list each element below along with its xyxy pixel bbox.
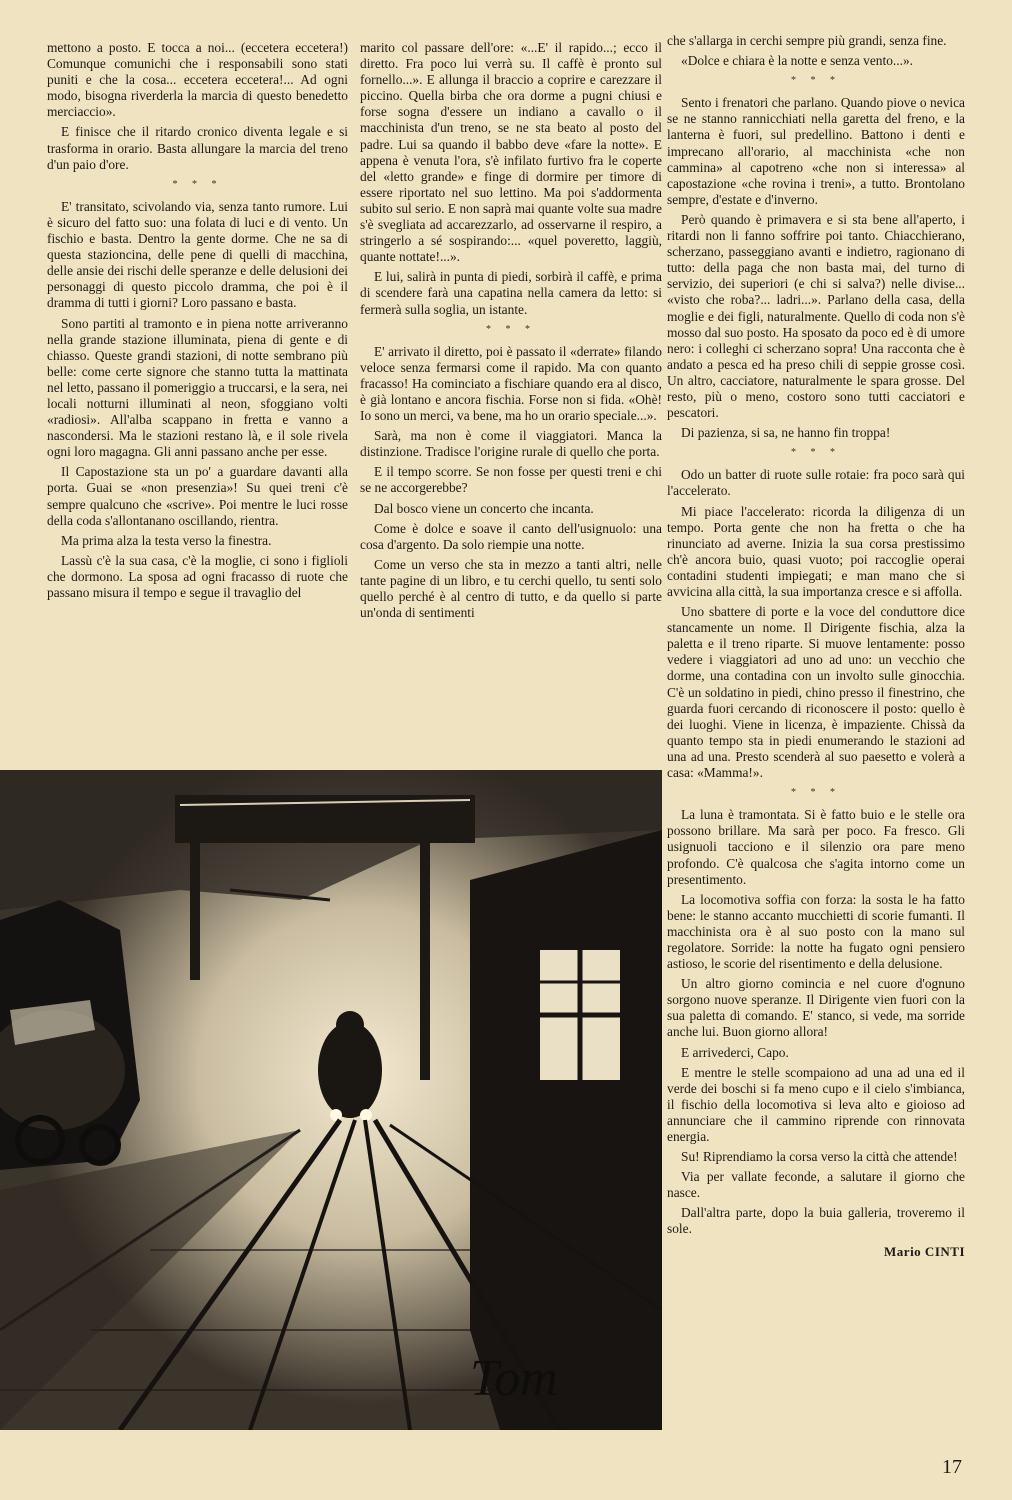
paragraph: E' arrivato il diretto, poi è passato il «derrate» filando veloce senza fermarsi come il rapido. Ma con quanto fracasso! Ha cominciato a fischiare quando era al disco, è già lontano e ancora fischia. Forse non si fida. «Ohè! Io sono un merci, va bene, ma ho un orario speciale...». xyxy=(360,343,662,424)
steam-locomotive-left xyxy=(0,900,140,1170)
paragraph: La locomotiva soffia con forza: la sosta le ha fatto bene: le stanno accanto mucchietti di scorie fumanti. Il macchinista ora è al suo posto con la mano sul regolatore. Sorride: la notte ha fugato ogni pensiero astioso, le scorie del risentimento e della delusione. xyxy=(667,891,965,972)
paragraph: Dal bosco viene un concerto che incanta. xyxy=(374,500,594,516)
section-separator: * * * xyxy=(486,323,536,335)
paragraph: Sono partiti al tramonto e in piena notte arriveranno nella grande stazione illuminata, piena di gente e di chiasso. Queste grandi stazioni, di notte sembrano più belle: come certe signore che stanno tutta la mattinata nel letto, passano il pomeriggio a truccarsi, e la sera, nei locali notturni illuminati al neon, sfoggiano volti «radiosi». All'alba scappano in fretta e vanno a nascondersi. Ma le stazioni restano là, e il sole rivela ogni loro magagna. Gli anni passano anche per esse. xyxy=(47,315,348,460)
station-building xyxy=(470,830,662,1430)
paragraph: Uno sbattere di porte e la voce del conduttore dice stancamente un nome. Il Dirigente fischia, alza la paletta e il treno riparte. Si muove lentamente: posso vedere i viaggiatori ad uno ad uno: un vecchio che dorme, una contadina con un involto sulle ginocchia. C'è un soldatino in piedi, chino presso il finestrino, che guarda fuori cercando di riconoscere il posto: quello è dei luoghi. Viene in licenza, è impaziente. Chissà da quanto tempo sta in piedi enumerando le stazioni ad una ad una. Presto scenderà al suo paesetto e volerà a casa: «Mamma!». xyxy=(667,604,965,781)
paragraph: Mi piace l'accelerato: ricorda la diligenza di un tempo. Porta gente che non ha fretta o che ha rinunciato ad averne. Inizia la sua corsa prestissimo ch'è ancora buio, quasi vuoto; poi raccoglie operai contadini studenti impiegati; e man mano che si avvicina alla città, la sua importanza cresce e si affolla. xyxy=(667,503,965,599)
page-number: 17 xyxy=(942,1456,962,1478)
paragraph: E lui, salirà in punta di piedi, sorbirà il caffè, e prima di scendere farà una capatina nella camera da letto: si fermerà sulla soglia, un istante. xyxy=(360,269,662,317)
paragraph: La luna è tramontata. Si è fatto buio e le stelle ora possono brillare. Ma sarà per poco. Fa fresco. Gli usignuoli tacciono e il silenzio ora pare meno profondo. C'è qualcosa che s'agita intorno come un presentimento. xyxy=(667,807,965,887)
paragraph: Lassù c'è la sua casa, c'è la moglie, ci sono i figlioli che dormono. La sposa ad ogni fracasso di ruote che passano misura il tempo e segue il travaglio del xyxy=(47,552,348,600)
artist-signature: Tom xyxy=(470,1350,558,1407)
author-signature: Mario CINTI xyxy=(884,1243,965,1259)
train-station-illustration xyxy=(0,770,662,1430)
column-3 xyxy=(667,33,965,1260)
section-separator: * * * xyxy=(791,75,841,87)
paragraph: Odo un batter di ruote sulle rotaie: fra poco sarà qui l'accelerato. xyxy=(667,467,965,499)
paragraph: Però quando è primavera e si sta bene all'aperto, i ritardi non li fanno soffrire poi tanto. Chiacchierano, scherzano, passeggiano avanti e indietro, ragionano di tutto: della paga che non basta mai, del turno di servizio, dei superiori (e chi si salva?) nelle divise... «visto che roba?... ladri...». Parlano della casa, della moglie e dei figli, naturalmente. Quello di coda non s'è mosso dal suo posto. Ha sposato da poco ed è di umore nero: i colleghi ci scherzano sopra! Una racconta che è andato a pesca ed ha preso chili di seppie grosse così. Un altro, cacciatore, naturalmente le spara grosse. Del resto, più o meno, costoro sono tutti cacciatori e pescatori. xyxy=(667,211,965,421)
paragraph: che s'allarga in cerchi sempre più grandi, senza fine. xyxy=(667,33,947,48)
column-2 xyxy=(360,40,662,625)
paragraph: Ma prima alza la testa verso la finestra. xyxy=(61,532,272,548)
paragraph: Di pazienza, si sa, ne hanno fin troppa! xyxy=(681,425,891,441)
paragraph: Su! Riprendiamo la corsa verso la città che attende! xyxy=(681,1149,958,1165)
paragraph: Un altro giorno comincia e nel cuore d'ognuno sorgono nuove speranze. Il Dirigente vien fuori con la sua paletta di comando. E' stanco, si vede, ma sorride anche lui. Buon giorno allora! xyxy=(667,976,965,1040)
section-separator: * * * xyxy=(791,787,841,799)
paragraph: E' transitato, scivolando via, senza tanto rumore. Lui è sicuro del fatto suo: una folata di luci e di vento. Un fischio e basta. Dentro la gente dorme. Che ne sa di questa stazioncina, delle pene di quelli di macchina, delle ansie dei rischi delle speranze e delle delusioni dei personaggi di questo piccolo dramma, che poi è il dramma di tutti i giorni? Loro passano e basta. xyxy=(47,198,348,311)
paragraph: Sento i frenatori che parlano. Quando piove o nevica se ne stanno rannicchiati nella garetta del freno, e la lanterna è fuori, sul predellino. Battono i denti e imprecano all'orario, al macchinista «che non cammina» al capotreno «che non si interessa» al capostazione «che rovina i treni», a tutto. Brontolano sempre, d'estate e d'inverno. xyxy=(667,95,965,207)
paragraph: E arrivederci, Capo. xyxy=(681,1044,789,1060)
paragraph: Come un verso che sta in mezzo a tanti altri, nelle tante pagine di un libro, e tu cerchi quello, tu senti solo quello perché è al centro di tutto, e da quello si parte un'onda di sentimenti xyxy=(360,556,662,621)
paragraph: marito col passare dell'ore: «...E' il rapido...; ecco il diretto. Fra poco lui verrà su. Il caffè è pronto sul fornello...». E allunga il braccio a coprire e carezzare il piccino. Quella birba che ora dorme a pugni chiusi e forse sogna d'essere un indiano a cavallo o il macchinista d'un treno, se ne sta beato al posto del padre. Lui sa quando il babbo deve «fare la notte». E appena è venuta l'ora, s'è infilato furtivo fra le coperte del «letto grande» e finge di dormire per timore di essere riportato nel suo lettino. Ma poi s'addormenta subito sul serio. E non saprà mai quante volte sua madre s'è svegliata ad accarezzarlo, ad osservarne il respiro, a stringerlo a sé sospirando:... «quel poveretto, laggiù, quante nottate!...». xyxy=(360,40,662,265)
paragraph: Il Capostazione sta un po' a guardare davanti alla porta. Guai se «non presenzia»! Su quei treni c'è sempre qualcuno che «scrive». Poi mentre le luci rosse della coda s'allontanano oscillando, rientra. xyxy=(47,464,348,528)
paragraph: E mentre le stelle scompaiono ad una ad una ed il verde dei boschi si fa meno cupo e il cielo s'imbianca, il fischio della locomotiva si leva alto e gioioso ad annunciare che il cammino riprende con rinnovata energia. xyxy=(667,1064,965,1144)
section-separator: * * * xyxy=(791,447,841,459)
section-separator: * * * xyxy=(172,178,223,190)
paragraph: Dall'altra parte, dopo la buia galleria, troveremo il sole. xyxy=(667,1205,965,1237)
paragraph: mettono a posto. E tocca a noi... (eccetera eccetera!) Comunque comunichi che i responsabili sono stati puniti e che la cosa... eccetera eccetera!... Ad ogni modo, bisogna riverderla la marcia di questo benedetto merciaccio». xyxy=(47,40,348,120)
paragraph: Sarà, ma non è come il viaggiatori. Manca la distinzione. Tradisce l'origine rurale di quello che porta. xyxy=(360,428,662,460)
paragraph: E il tempo scorre. Se non fosse per questi treni e chi se ne accorgerebbe? xyxy=(360,464,662,496)
paragraph: Via per vallate feconde, a salutare il giorno che nasce. xyxy=(667,1169,965,1201)
column-1 xyxy=(47,40,348,605)
paragraph: «Dolce e chiara è la notte e senza vento...». xyxy=(681,53,913,69)
paragraph: E finisce che il ritardo cronico diventa legale e si trasforma in orario. Basta allungare la marcia del treno d'un paio d'ore. xyxy=(47,124,348,172)
paragraph: Come è dolce e soave il canto dell'usignuolo: una cosa d'argento. Da solo riempie una notte. xyxy=(360,520,662,552)
